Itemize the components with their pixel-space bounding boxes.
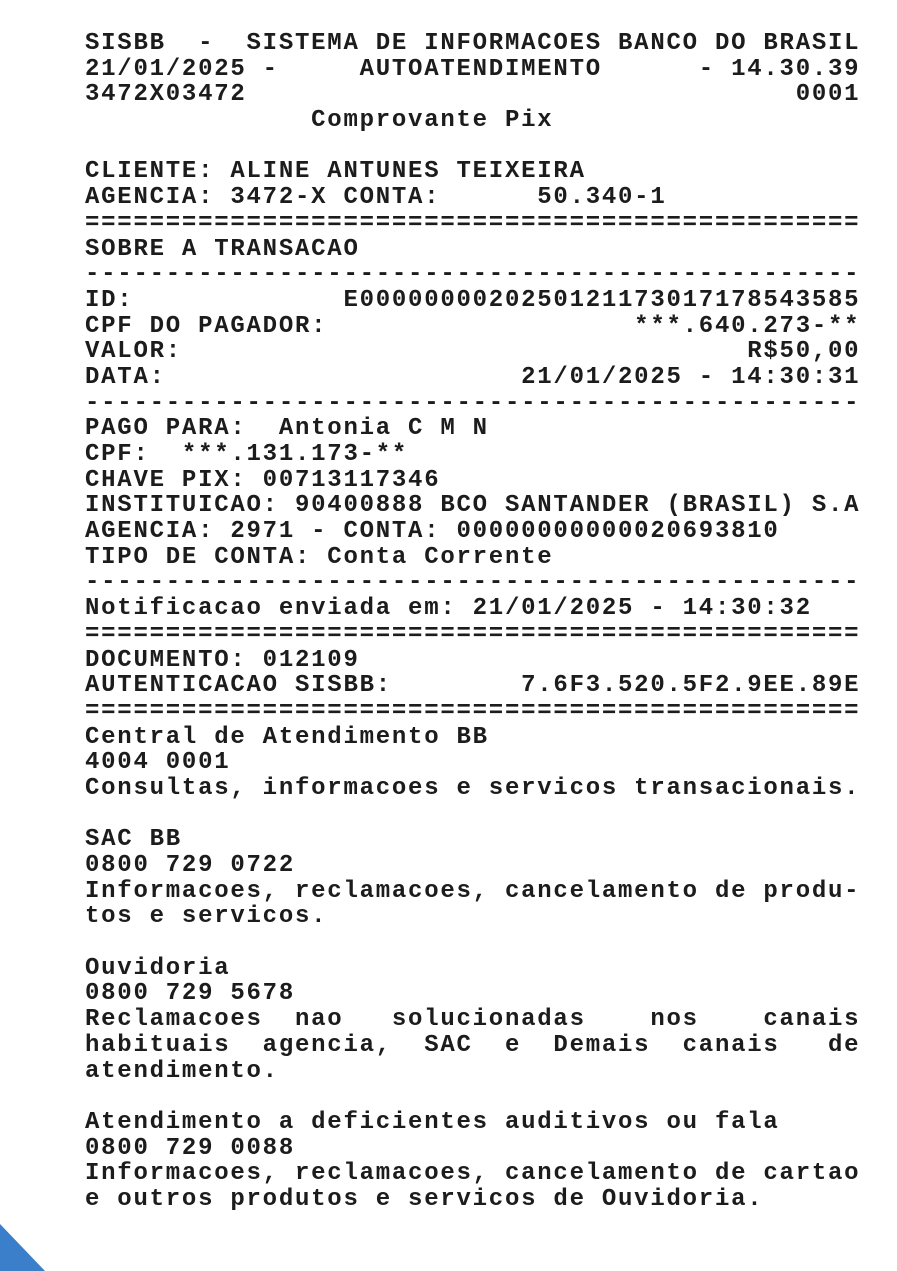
line-receipt-title: Comprovante Pix xyxy=(85,107,554,135)
line-valor: VALOR: R$50,00 xyxy=(85,338,861,366)
line-cpf-pagador: CPF DO PAGADOR: ***.640.273-** xyxy=(85,312,861,340)
line-sac-bb-title: SAC BB xyxy=(85,826,182,854)
line-agencia-conta-recebedor: AGENCIA: 2971 - CONTA: 00000000000020693810 xyxy=(85,518,780,546)
line-documento: DOCUMENTO: 012109 xyxy=(85,646,360,674)
line-blank-3 xyxy=(85,930,860,956)
line-sac-bb-desc-2: tos e servicos. xyxy=(85,903,328,931)
line-deficientes-phone: 0800 729 0088 xyxy=(85,1134,295,1162)
line-sac-bb-phone: 0800 729 0722 xyxy=(85,852,295,879)
line-ouvidoria-desc-1: Reclamacoes nao solucionadas nos canais xyxy=(85,1006,861,1034)
line-blank-2 xyxy=(85,802,860,828)
line-section-sobre-a-transacao: SOBRE A TRANSACAO xyxy=(85,235,360,263)
line-chave-pix: CHAVE PIX: 00713117346 xyxy=(85,466,441,494)
line-ouvidoria-title: Ouvidoria xyxy=(85,954,231,982)
line-notificacao: Notificacao enviada em: 21/01/2025 - 14:30:32 xyxy=(85,595,812,623)
line-ouvidoria-desc-2: habituais agencia, SAC e Demais canais de xyxy=(85,1031,861,1059)
line-instituicao: INSTITUICAO: 90400888 BCO SANTANDER (BRASIL) S.A xyxy=(85,492,861,520)
line-cpf-recebedor: CPF: ***.131.173-** xyxy=(85,441,409,468)
line-central-atendimento-title: Central de Atendimento BB xyxy=(85,723,489,751)
line-separator-double-3: ================================================ xyxy=(85,697,861,725)
line-agencia-conta: AGENCIA: 3472-X CONTA: 50.340-1 xyxy=(85,184,667,212)
line-cliente: CLIENTE: ALINE ANTUNES TEIXEIRA xyxy=(85,158,586,186)
page-corner-fold-triangle xyxy=(0,1224,45,1271)
line-central-atendimento-phone: 4004 0001 xyxy=(85,749,231,777)
line-separator-single-1: ------------------------------------------------ xyxy=(85,261,861,289)
line-sac-bb-desc-1: Informacoes, reclamacoes, cancelamento de produ- xyxy=(85,877,861,905)
line-central-atendimento-desc: Consultas, informacoes e servicos transacionais. xyxy=(85,774,861,802)
line-blank-4 xyxy=(85,1084,860,1110)
pix-receipt-document xyxy=(85,31,860,1213)
line-transaction-id: ID: E0000000020250121173017178543585 xyxy=(85,286,861,314)
line-date-autoatendimento: 21/01/2025 - AUTOATENDIMENTO - 14.30.39 xyxy=(85,55,861,83)
line-separator-double-1: ================================================ xyxy=(85,209,861,237)
line-deficientes-desc-1: Informacoes, reclamacoes, cancelamento de cartao xyxy=(85,1160,861,1188)
line-data: DATA: 21/01/2025 - 14:30:31 xyxy=(85,363,861,391)
line-deficientes-desc-2: e outros produtos e servicos de Ouvidoria. xyxy=(85,1185,764,1213)
line-sisbb-header: SISBB - SISTEMA DE INFORMACOES BANCO DO BRASIL xyxy=(85,30,861,57)
line-ouvidoria-desc-3: atendimento. xyxy=(85,1057,279,1085)
line-deficientes-title: Atendimento a deficientes auditivos ou fala xyxy=(85,1108,780,1136)
line-pago-para: PAGO PARA: Antonia C M N xyxy=(85,415,489,443)
line-separator-single-2: ------------------------------------------------ xyxy=(85,389,861,417)
line-blank-1 xyxy=(85,134,860,160)
line-ouvidoria-phone: 0800 729 5678 xyxy=(85,980,295,1008)
line-autenticacao-sisbb: AUTENTICACAO SISBB: 7.6F3.520.5F2.9EE.89E xyxy=(85,672,861,700)
line-tipo-de-conta: TIPO DE CONTA: Conta Corrente xyxy=(85,543,554,571)
line-separator-double-2: ================================================ xyxy=(85,620,861,648)
line-separator-single-3: ------------------------------------------------ xyxy=(85,569,861,597)
line-terminal-page: 3472X03472 0001 xyxy=(85,81,861,109)
